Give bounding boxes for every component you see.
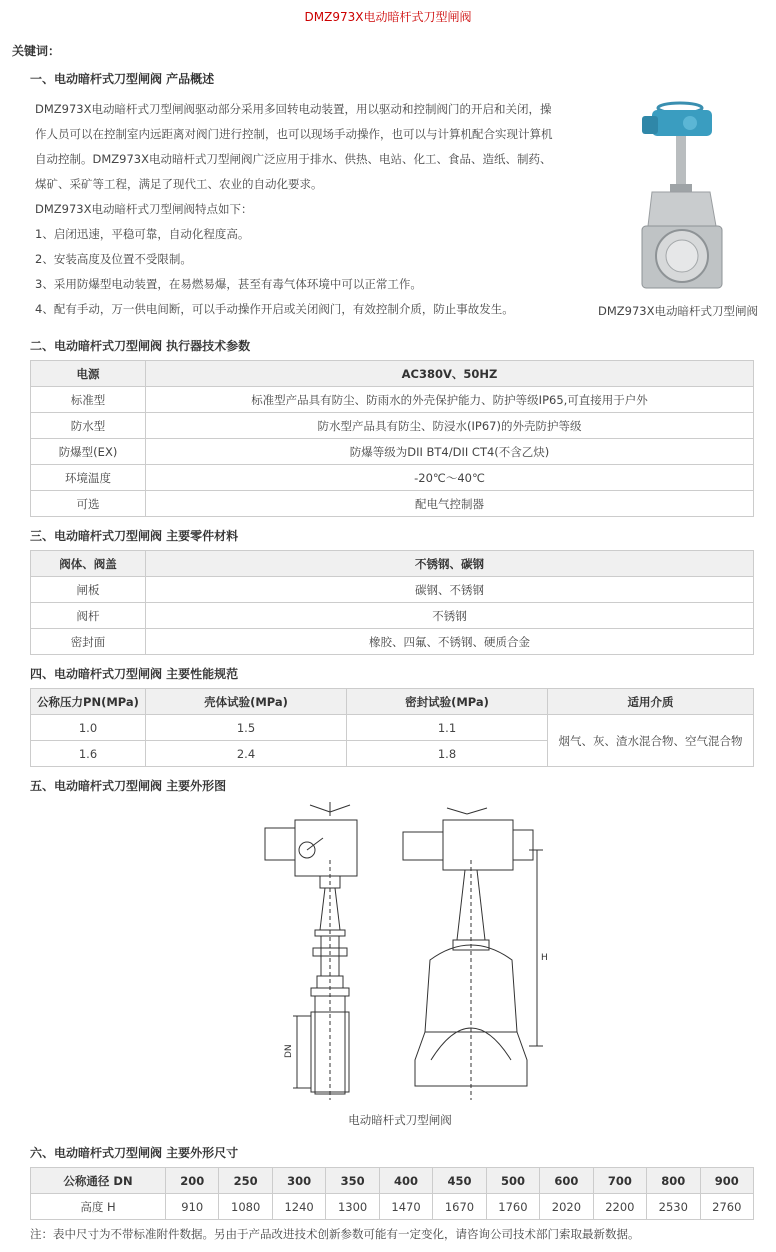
table-row [31,629,754,655]
table-header-cell: 350 [326,1168,379,1194]
table-header-cell: 450 [433,1168,486,1194]
table-header-cell: AC380V、50HZ [146,361,754,387]
overview-text [35,97,595,322]
table-header-row [31,1168,754,1194]
table-row [31,715,754,741]
table-cell: 910 [166,1194,219,1220]
table-header-cell: 250 [219,1168,272,1194]
dimensions-table [30,1167,754,1220]
table-cell: 闸板 [31,577,146,603]
section-title-drawing: 五、电动暗杆式刀型闸阀 主要外形图 [30,779,227,793]
table-cell: 橡胶、四氟、不锈钢、硬质合金 [146,629,754,655]
table-cell: 1.6 [31,741,146,767]
table-cell: 防爆型(EX) [31,439,146,465]
table-cell: 1670 [433,1194,486,1220]
table-cell: 阀杆 [31,603,146,629]
table-header-row [31,689,754,715]
table-cell: 配电气控制器 [146,491,754,517]
table-cell: 2.4 [146,741,347,767]
product-photo [612,96,752,296]
table-cell: 1.5 [146,715,347,741]
table-cell: 可选 [31,491,146,517]
table-header-cell: 200 [166,1168,219,1194]
materials-table [30,550,754,655]
table-row [31,387,754,413]
table-cell: 1760 [486,1194,539,1220]
overview-line: 作人员可以在控制室内远距离对阀门进行控制，也可以现场手动操作，也可以与计算机配合实现计算机 [35,127,553,141]
table-cell: 2530 [647,1194,700,1220]
section-title-overview: 一、电动暗杆式刀型闸阀 产品概述 [30,72,215,86]
table-cell: 不锈钢 [146,603,754,629]
technical-drawing [225,800,565,1110]
overview-line: 自动控制。DMZ973X电动暗杆式刀型闸阀广泛应用于排水、供热、电站、化工、食品、造纸、制药、 [35,152,552,166]
side-view-drawing [265,802,357,1100]
table-cell: -20℃～40℃ [146,465,754,491]
table-row [31,439,754,465]
table-cell: 2200 [593,1194,646,1220]
keywords-label: 关键词： [12,44,61,58]
page-title: DMZ973X电动暗杆式刀型闸阀 [304,10,472,24]
table-cell-medium: 烟气、灰、渣水混合物、空气混合物 [548,715,754,767]
photo-caption: DMZ973X电动暗杆式刀型闸阀 [598,304,758,318]
table-cell: 1.0 [31,715,146,741]
table-header-cell: 700 [593,1168,646,1194]
overview-line: DMZ973X电动暗杆式刀型闸阀驱动部分采用多回转电动装置，用以驱动和控制阀门的开启和关闭，操 [35,102,552,116]
actuator-table [30,360,754,517]
drawing-label-dn: DN [284,1044,294,1058]
section-title-actuator: 二、电动暗杆式刀型闸阀 执行器技术参数 [30,339,251,353]
table-cell: 标准型产品具有防尘、防雨水的外壳保护能力、防护等级IP65,可直接用于户外 [146,387,754,413]
front-view-drawing [403,808,543,1100]
section-title-materials: 三、电动暗杆式刀型闸阀 主要零件材料 [30,529,239,543]
table-header-cell: 阀体、阀盖 [31,551,146,577]
table-cell: 碳钢、不锈钢 [146,577,754,603]
table-cell: 密封面 [31,629,146,655]
drawing-caption: 电动暗杆式刀型闸阀 [348,1113,452,1127]
overview-line: DMZ973X电动暗杆式刀型闸阀特点如下： [35,202,253,216]
overview-line: 煤矿、采矿等工程，满足了现代工、农业的自动化要求。 [35,177,323,191]
table-header-cell: 900 [700,1168,753,1194]
table-cell: 标准型 [31,387,146,413]
overview-line: 2、安装高度及位置不受限制。 [35,252,192,266]
table-row [31,577,754,603]
table-header-cell: 300 [272,1168,325,1194]
table-row [31,465,754,491]
table-cell: 防水型产品具有防尘、防浸水(IP67)的外壳防护等级 [146,413,754,439]
table-cell: 高度 H [31,1194,166,1220]
table-cell: 环境温度 [31,465,146,491]
section-title-dimensions: 六、电动暗杆式刀型闸阀 主要外形尺寸 [30,1146,239,1160]
table-row [31,603,754,629]
table-header-cell: 不锈钢、碳钢 [146,551,754,577]
table-header-row [31,361,754,387]
table-header-cell: 公称通径 DN [31,1168,166,1194]
table-header-cell: 密封试验(MPa) [347,689,548,715]
section-title-performance: 四、电动暗杆式刀型闸阀 主要性能规范 [30,667,239,681]
table-row [31,413,754,439]
table-cell: 1300 [326,1194,379,1220]
overview-line: 3、采用防爆型电动装置，在易燃易爆，甚至有毒气体环境中可以正常工作。 [35,277,422,291]
table-header-cell: 800 [647,1168,700,1194]
table-cell: 1080 [219,1194,272,1220]
table-row [31,1194,754,1220]
table-header-cell: 400 [379,1168,432,1194]
table-header-cell: 公称压力PN(MPa) [31,689,146,715]
overview-line: 4、配有手动，万一供电间断，可以手动操作开启或关闭阀门，有效控制介质，防止事故发生。 [35,302,514,316]
table-row [31,491,754,517]
drawing-label-h: H [541,953,548,963]
table-cell: 1.8 [347,741,548,767]
table-cell: 防爆等级为DII BT4/DII CT4(不含乙炔) [146,439,754,465]
table-cell: 2020 [540,1194,593,1220]
table-cell: 1240 [272,1194,325,1220]
table-header-row [31,551,754,577]
table-header-cell: 电源 [31,361,146,387]
table-cell: 防水型 [31,413,146,439]
table-cell: 1470 [379,1194,432,1220]
table-header-cell: 500 [486,1168,539,1194]
overview-line: 1、启闭迅速，平稳可靠，自动化程度高。 [35,227,250,241]
table-cell: 1.1 [347,715,548,741]
table-cell: 2760 [700,1194,753,1220]
performance-table [30,688,754,767]
table-header-cell: 600 [540,1168,593,1194]
table-header-cell: 适用介质 [548,689,754,715]
footnote: 注：表中尺寸为不带标准附件数据。另由于产品改进技术创新参数可能有一定变化，请咨询公司技术部门索取最新数据。 [30,1227,640,1241]
table-header-cell: 壳体试验(MPa) [146,689,347,715]
